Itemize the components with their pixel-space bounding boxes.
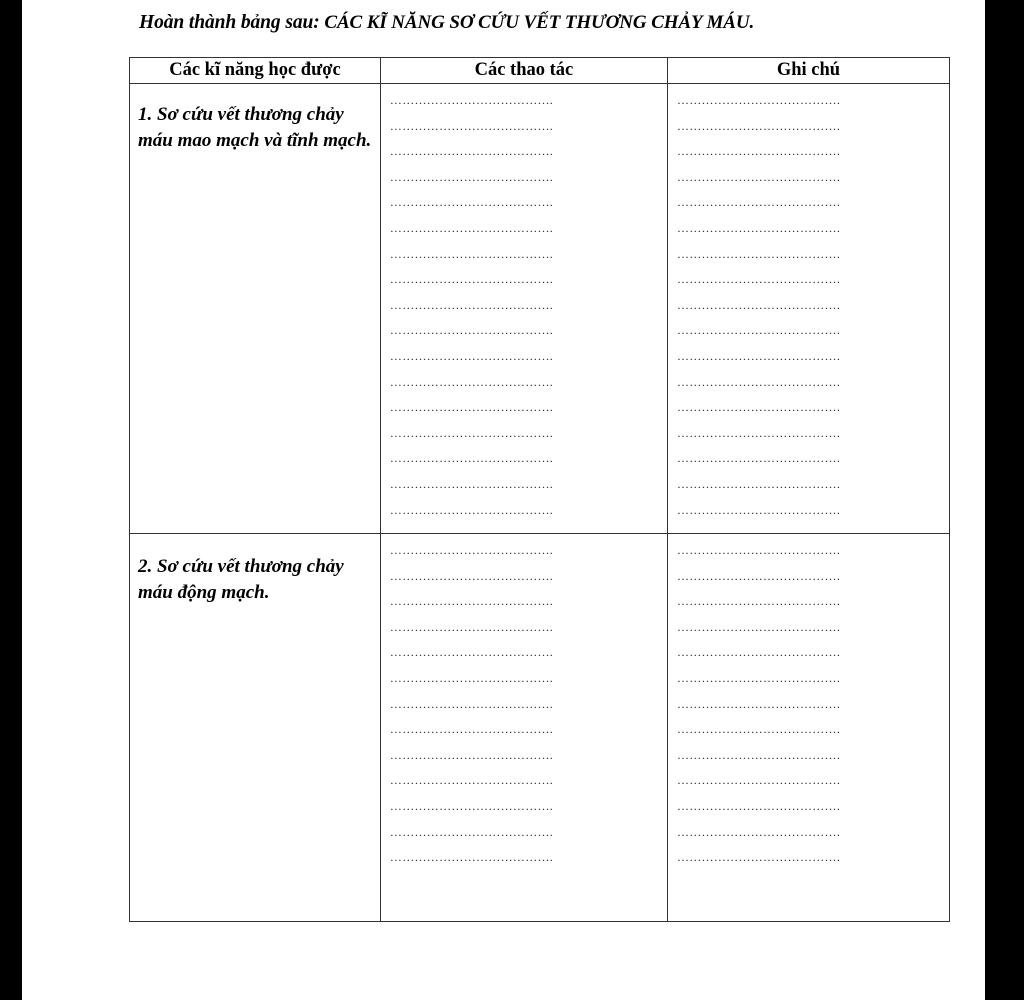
dotted-answer-line[interactable]: ………………………………….: [389, 93, 554, 107]
skill-cell: [130, 534, 381, 922]
dotted-answer-line[interactable]: ………………………………….: [389, 451, 554, 466]
worksheet-page: [22, 0, 985, 1000]
dotted-answer-line[interactable]: ………………………………….: [676, 798, 841, 813]
dotted-answer-line[interactable]: ………………………………….: [389, 594, 554, 609]
dotted-answer-line[interactable]: ………………………………….: [389, 246, 554, 261]
dotted-answer-line[interactable]: ………………………………….: [389, 169, 554, 184]
dotted-answer-line[interactable]: ………………………………….: [676, 476, 841, 491]
dotted-answer-line[interactable]: ………………………………….: [389, 722, 554, 737]
dotted-answer-line[interactable]: ………………………………….: [389, 348, 554, 363]
answer-lines[interactable]: [381, 534, 667, 871]
answer-lines[interactable]: [668, 534, 949, 871]
dotted-answer-line[interactable]: ………………………………….: [676, 850, 841, 865]
title-prefix: Hoàn thành bảng sau:: [139, 12, 325, 33]
dotted-answer-line[interactable]: ………………………………….: [676, 195, 841, 210]
dotted-answer-line[interactable]: ………………………………….: [389, 297, 554, 312]
dotted-answer-line[interactable]: ………………………………….: [676, 374, 841, 389]
dotted-answer-line[interactable]: ………………………………….: [389, 476, 554, 491]
dotted-answer-line[interactable]: ………………………………….: [389, 144, 554, 159]
dotted-answer-line[interactable]: ………………………………….: [389, 568, 554, 583]
dotted-answer-line[interactable]: ………………………………….: [676, 722, 841, 737]
table-header-row: [130, 58, 950, 84]
dotted-answer-line[interactable]: ………………………………….: [676, 246, 841, 261]
dotted-answer-line[interactable]: ………………………………….: [389, 118, 554, 133]
dotted-answer-line[interactable]: ………………………………….: [389, 747, 554, 762]
dotted-answer-line[interactable]: ………………………………….: [676, 425, 841, 440]
dotted-answer-line[interactable]: ………………………………….: [389, 670, 554, 685]
dotted-answer-line[interactable]: ………………………………….: [676, 568, 841, 583]
dotted-answer-line[interactable]: ………………………………….: [389, 773, 554, 788]
dotted-answer-line[interactable]: ………………………………….: [676, 144, 841, 159]
dotted-answer-line[interactable]: ………………………………….: [389, 425, 554, 440]
dotted-answer-line[interactable]: ………………………………….: [676, 169, 841, 184]
table-row: [130, 534, 950, 922]
header-actions: Các thao tác: [380, 58, 667, 84]
skill-cell: [130, 84, 381, 534]
dotted-answer-line[interactable]: ………………………………….: [389, 195, 554, 210]
dotted-answer-line[interactable]: ………………………………….: [676, 645, 841, 660]
dotted-answer-line[interactable]: ………………………………….: [389, 824, 554, 839]
dotted-answer-line[interactable]: ………………………………….: [676, 297, 841, 312]
dotted-answer-line[interactable]: ………………………………….: [676, 93, 841, 107]
actions-cell[interactable]: [380, 534, 667, 922]
dotted-answer-line[interactable]: ………………………………….: [389, 502, 554, 517]
answer-lines[interactable]: [381, 84, 667, 523]
dotted-answer-line[interactable]: ………………………………….: [676, 824, 841, 839]
dotted-answer-line[interactable]: ………………………………….: [676, 323, 841, 338]
dotted-answer-line[interactable]: ………………………………….: [676, 272, 841, 287]
dotted-answer-line[interactable]: ………………………………….: [676, 118, 841, 133]
answer-lines[interactable]: [668, 84, 949, 523]
dotted-answer-line[interactable]: ………………………………….: [676, 594, 841, 609]
dotted-answer-line[interactable]: ………………………………….: [676, 619, 841, 634]
skill-text: 2. Sơ cứu vết thương chảy máu động mạch.: [138, 556, 344, 603]
page-title: [139, 12, 754, 34]
skill-text: 1. Sơ cứu vết thương chảy máu mao mạch và tĩnh mạch.: [138, 104, 372, 151]
dotted-answer-line[interactable]: ………………………………….: [676, 400, 841, 415]
actions-cell[interactable]: [380, 84, 667, 534]
header-skills: Các kĩ năng học được: [130, 58, 381, 84]
header-notes: Ghi chú: [667, 58, 949, 84]
dotted-answer-line[interactable]: ………………………………….: [389, 619, 554, 634]
dotted-answer-line[interactable]: ………………………………….: [676, 773, 841, 788]
notes-cell[interactable]: [667, 534, 949, 922]
dotted-answer-line[interactable]: ………………………………….: [389, 220, 554, 235]
notes-cell[interactable]: [667, 84, 949, 534]
dotted-answer-line[interactable]: ………………………………….: [389, 645, 554, 660]
dotted-answer-line[interactable]: ………………………………….: [676, 747, 841, 762]
title-heading: CÁC KĨ NĂNG SƠ CỨU VẾT THƯƠNG CHẢY MÁU.: [324, 12, 755, 33]
dotted-answer-line[interactable]: ………………………………….: [676, 696, 841, 711]
dotted-answer-line[interactable]: ………………………………….: [676, 220, 841, 235]
dotted-answer-line[interactable]: ………………………………….: [676, 348, 841, 363]
dotted-answer-line[interactable]: ………………………………….: [676, 451, 841, 466]
dotted-answer-line[interactable]: ………………………………….: [389, 400, 554, 415]
dotted-answer-line[interactable]: ………………………………….: [389, 798, 554, 813]
dotted-answer-line[interactable]: ………………………………….: [676, 502, 841, 517]
table-row: [130, 84, 950, 534]
dotted-answer-line[interactable]: ………………………………….: [389, 272, 554, 287]
dotted-answer-line[interactable]: ………………………………….: [676, 670, 841, 685]
dotted-answer-line[interactable]: ………………………………….: [389, 850, 554, 865]
dotted-answer-line[interactable]: ………………………………….: [389, 323, 554, 338]
dotted-answer-line[interactable]: ………………………………….: [676, 543, 841, 557]
dotted-answer-line[interactable]: ………………………………….: [389, 374, 554, 389]
dotted-answer-line[interactable]: ………………………………….: [389, 543, 554, 557]
skills-table: [129, 57, 950, 922]
dotted-answer-line[interactable]: ………………………………….: [389, 696, 554, 711]
